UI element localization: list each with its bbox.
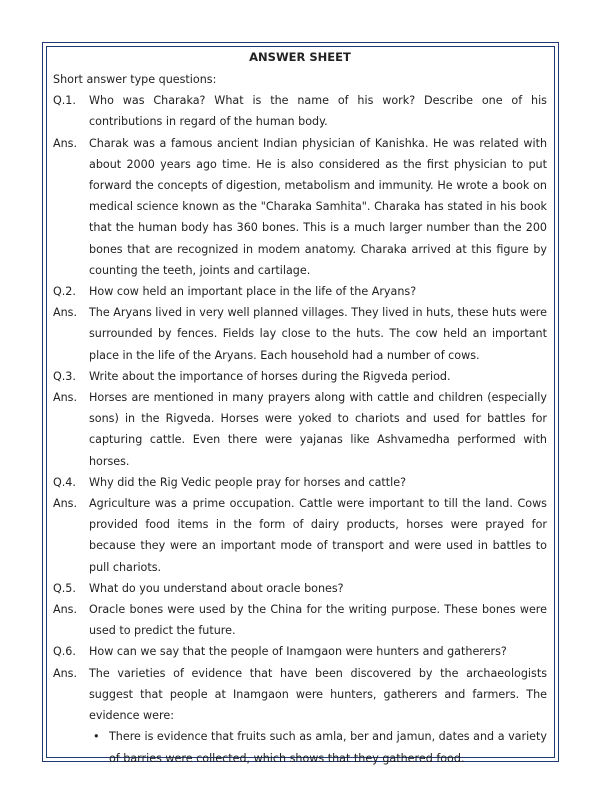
- answer-3: [53, 387, 547, 472]
- answer-6: [53, 663, 547, 727]
- item-text: Horses are mentioned in many prayers along with cattle and children (especially sons) in the Rigveda. Horses were yoked to chariots and used for battles for capturing cattle. Even there were yajanas like Ashvamedha performed with horses.: [89, 391, 547, 468]
- item-text: Charak was a famous ancient Indian physician of Kanishka. He was related with about 2000 years ago time. He is also considered as the first physician to put forward the concepts of digestion, metabolism and immunity. He wrote a book on medical science known as the "Charaka Samhita". Charaka has stated in his book that the human body has 360 bones. This is a much larger number than the 200 bones that are recognized in modem anatomy. Charaka arrived at this figure by counting the teeth, joints and cartilage.: [89, 136, 547, 277]
- item-label: Ans.: [53, 603, 78, 617]
- item-label: Ans.: [53, 497, 78, 511]
- answer-sheet: [53, 48, 547, 769]
- answer-5: [53, 599, 547, 641]
- item-text: What do you understand about oracle bones?: [89, 581, 344, 595]
- bullet-icon: •: [93, 730, 100, 744]
- item-label: Q.2.: [53, 285, 76, 299]
- list-item-text: There is evidence that fruits such as amla, ber and jamun, dates and a variety of barries were collected, which shows that they gathered food.: [109, 730, 547, 765]
- question-4: [53, 472, 547, 493]
- item-label: Ans.: [53, 136, 78, 150]
- item-text: The Aryans lived in very well planned villages. They lived in huts, these huts were surrounded by fences. Fields lay close to the huts. The cow held an important place in the life of the Aryans. Each household had a number of cows.: [89, 306, 547, 362]
- item-label: Q.6.: [53, 645, 76, 659]
- page-title: ANSWER SHEET: [249, 50, 351, 64]
- item-label: Ans.: [53, 306, 78, 320]
- list-item: [89, 726, 547, 768]
- item-label: Ans.: [53, 666, 78, 680]
- item-label: Q.1.: [53, 94, 76, 108]
- question-1: [53, 90, 547, 132]
- answer-1: [53, 133, 547, 281]
- question-6: [53, 641, 547, 662]
- answer-2: [53, 302, 547, 366]
- item-text: How cow held an important place in the life of the Aryans?: [89, 285, 417, 299]
- item-text: Agriculture was a prime occupation. Cattle were important to till the land. Cows provided food items in the form of dairy products, horses were prayed for because they were an important mode of transport and were used in battles to pull chariots.: [89, 497, 547, 574]
- evidence-list: [53, 726, 547, 768]
- item-text: Why did the Rig Vedic people pray for horses and cattle?: [89, 475, 406, 489]
- section-intro: Short answer type questions:: [53, 73, 217, 86]
- item-label: Q.4.: [53, 475, 76, 489]
- item-text: Write about the importance of horses during the Rigveda period.: [89, 369, 451, 383]
- item-label: Q.3.: [53, 369, 76, 383]
- item-text: Oracle bones were used by the China for the writing purpose. These bones were used to predict the future.: [89, 603, 547, 638]
- answer-4: [53, 493, 547, 578]
- item-label: Q.5.: [53, 581, 76, 595]
- question-2: [53, 281, 547, 302]
- question-5: [53, 578, 547, 599]
- question-3: [53, 366, 547, 387]
- item-text: How can we say that the people of Inamgaon were hunters and gatherers?: [89, 645, 507, 659]
- item-text: The varieties of evidence that have been discovered by the archaeologists suggest that people at Inamgaon were hunters, gatherers and farmers. The evidence were:: [89, 666, 547, 723]
- item-label: Ans.: [53, 391, 78, 405]
- item-text: Who was Charaka? What is the name of his work? Describe one of his contributions in regard of the human body.: [89, 94, 547, 129]
